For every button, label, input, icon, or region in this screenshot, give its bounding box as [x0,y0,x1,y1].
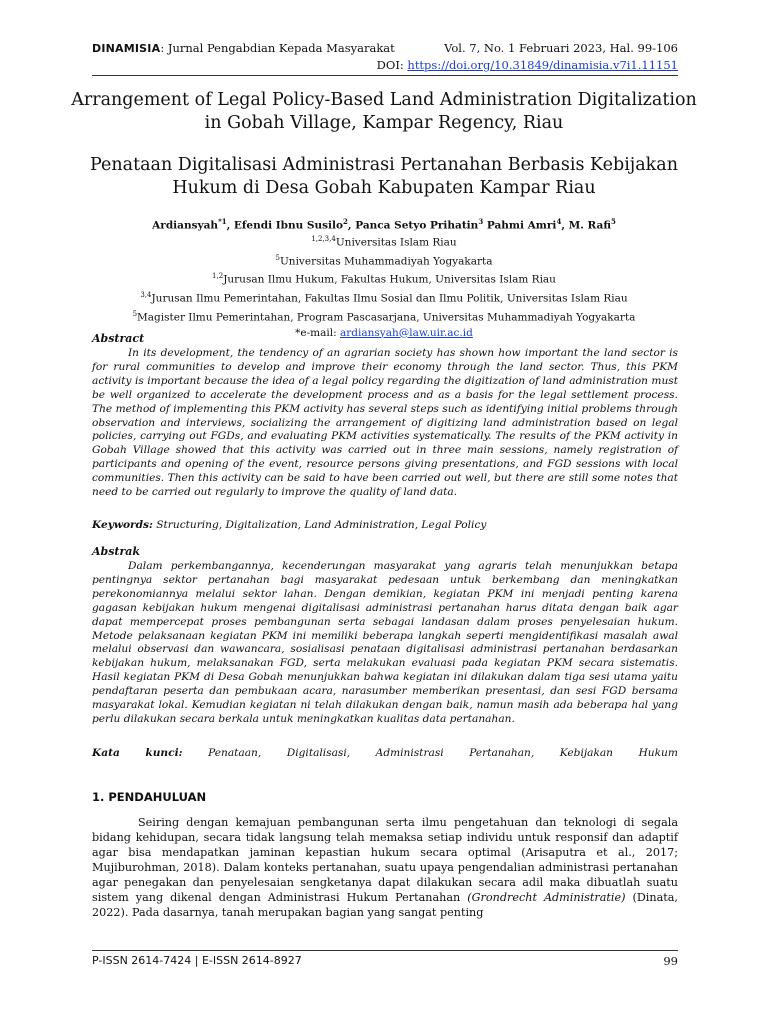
kata-kunci-term: Pertanahan, [469,747,535,759]
abstrak-body [92,560,678,727]
title-indonesian-line-1: Penataan Digitalisasi Administrasi Pertanahan Berbasis Kebijakan [90,155,678,175]
affiliation-line [60,307,708,326]
affiliation-line [60,232,708,251]
author-name: , Panca Setyo Prihatin [347,219,479,232]
affiliation-sup: 1,2 [212,272,224,281]
affiliation-text: Jurusan Ilmu Pemerintahan, Fakultas Ilmu Sosial dan Ilmu Politik, Universitas Islam Riau [151,292,628,305]
doi-label: DOI: [376,58,408,72]
journal-brand: DINAMISIA [92,42,161,55]
author-sup: 3 [478,217,484,226]
affiliation-line [60,288,708,307]
section-body-pendahuluan [92,815,678,920]
kata-kunci-term: Digitalisasi, [286,747,351,759]
abstrak-text: Dalam perkembangannya, kecenderungan masyarakat yang agraris telah menunjukkan betapa pentingnya sektor pertanahan bagi masyarakat pedesaan untuk berkembang dan meningkatkan perekonomiannya melalui sektor lahan. Dengan demikian, kegiatan PKM ini menjadi penting karena gagasan kebijakan hukum mengenai digitalisasi administrasi pertanahan harus ditata dengan baik agar dapat mempercepat proses pembangunan serta sebagai landasan dalam proses penyelesaian hukum. Metode pelaksanaan kegiatan PKM ini memiliki beberapa langkah seperti mengidentifikasi masalah awal melalui observasi dan wawancara, sosialisasi penataan digitalisasi administrasi pertanahan berdasarkan kebijakan hukum, melaksanakan FGD, serta melakukan evaluasi pada kegiatan PKM secara sistematis. Hasil kegiatan PKM di Desa Gobah menunjukkan bahwa kegiatan ini dilakukan dalam tiga sesi utama yaitu pendaftaran peserta dan pembukaan acara, narasumber memberikan presentasi, dan sesi FGD bersama masyarakat lokal. Kemudian kegiatan ni telah dilakukan dengan baik, namun masih ada beberapa hal yang perlu dilakukan secara berkala untuk meningkatkan kualitas data pertanahan. [92,560,678,725]
affiliation-text: Magister Ilmu Pemerintahan, Program Pascasarjana, Universitas Muhammadiyah Yogyakarta [137,311,636,324]
affiliations [60,232,708,341]
affiliation-sup: 1,2,3,4 [311,235,336,243]
running-header [92,41,678,56]
title-english [60,89,708,135]
volume-info: Vol. 7, No. 1 Februari 2023, Hal. 99-106 [444,41,678,55]
title-english-line-1: Arrangement of Legal Policy-Based Land Administration Digitalization [71,90,697,110]
issn: P-ISSN 2614-7424 | E-ISSN 2614-8927 [92,954,302,967]
keywords [92,518,678,532]
section-heading-pendahuluan: 1. PENDAHULUAN [92,790,207,804]
kata-kunci-term: Penataan, [208,747,262,759]
keywords-text: Structuring, Digitalization, Land Administration, Legal Policy [152,519,487,531]
doi [377,58,678,72]
abstract-text: In its development, the tendency of an agrarian society has shown how important the land sector is for rural communities to develop and improve their economy through the land sector. Thus, this PKM activity is important because the idea of a legal policy regarding the digitization of land administration must be well organized to accelerate the development process and as a basis for the legal settlement process. The method of implementing this PKM activity has several steps such as identifying initial problems through observation and interviews, socializing the arrangement of digitizing land administration based on legal policies, carrying out FGDs, and evaluating PKM activities systematically. The results of the PKM activity in Gobah Village showed that this activity was carried out in three main sessions, namely registration of participants and opening of the event, resource persons giving presentations, and FGD sessions with local communities. Then this activity can be said to have been carried out well, but there are still some notes that need to be carried out regularly to improve the quality of land data. [92,347,678,499]
abstrak-heading: Abstrak [92,545,141,558]
journal-subtitle: : Jurnal Pengabdian Kepada Masyarakat [160,41,395,55]
kata-kunci-term: Administrasi [375,747,444,759]
title-indonesian [60,154,708,200]
affiliation-line [60,251,708,270]
author-sup: 5 [610,217,616,226]
affiliation-text: Universitas Muhammadiyah Yogyakarta [279,255,493,268]
author-sup: *1 [218,217,227,226]
page-number: 99 [663,954,678,968]
author-list [60,215,708,233]
kata-kunci-term: Kebijakan [559,747,614,759]
email-line [60,326,708,341]
author-name: Ardiansyah [152,219,219,232]
affiliation-text: Universitas Islam Riau [335,236,457,249]
affiliation-line [60,269,708,288]
body-text: Seiring dengan kemajuan pembangunan serta ilmu pengetahuan dan teknologi di segala bidang kehidupan, secara tidak langsung telah memaksa setiap individu untuk responsif dan adaptif agar bisa mendapatkan jaminan kepastian hukum secara optimal (Arisaputra et al., 2017; Mujiburohman, 2018). Dalam konteks pertanahan, suatu upaya pengendalian administrasi pertanahan agar penegakan dan penyelesaian sengketanya dapat dilakukan secara adil maka dibuatlah suatu sistem yang dikenal dengan Administrasi Hukum Pertanahan [92,816,678,904]
author-name: , Efendi Ibnu Susilo [226,219,344,232]
kata-kunci-label: Kata [92,747,120,759]
page-footer [92,954,678,968]
kata-kunci [92,746,678,760]
title-indonesian-line-2: Hukum di Desa Gobah Kabupaten Kampar Riau [172,178,596,198]
kata-kunci-term: Hukum [638,747,678,759]
email-link[interactable]: ardiansyah@law.uir.ac.id [340,326,473,339]
email-label: *e-mail: [295,326,340,339]
footer-rule [92,950,678,951]
author-name: Pahmi Amri [483,219,557,232]
abstract-heading: Abstract [92,332,145,345]
body-text: (Dinata, 2022). Pada dasarnya, tanah merupakan bagian yang sangat penting [92,891,678,919]
affiliation-sup: 5 [275,253,280,262]
journal-name [92,41,395,56]
doi-link[interactable]: https://doi.org/10.31849/dinamisia.v7i1.11151 [407,58,678,72]
abstract-body [92,347,678,500]
author-sup: 4 [556,217,562,226]
keywords-label: Keywords: [92,519,153,531]
title-english-line-2: in Gobah Village, Kampar Regency, Riau [204,113,564,133]
body-text-italic: (Grondrecht Administratie) [467,891,626,904]
kata-kunci-label: kunci: [145,747,183,759]
author-name: , M. Rafi [561,219,611,232]
affiliation-sup: 5 [132,309,138,318]
affiliation-text: Jurusan Ilmu Hukum, Fakultas Hukum, Universitas Islam Riau [223,273,556,286]
author-sup: 2 [343,217,348,226]
affiliation-sup: 3,4 [140,291,152,300]
header-rule [92,75,678,76]
